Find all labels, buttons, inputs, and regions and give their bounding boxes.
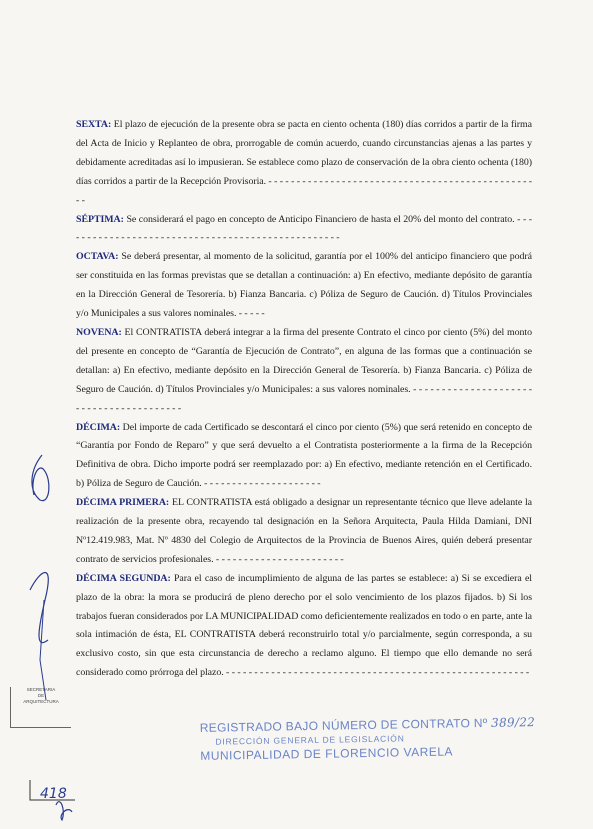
registration-stamp xyxy=(199,715,536,763)
clause-text: Se deberá presentar, al momento de la solicitud, garantía por el 100% del anticipo financiero que podrá ser constituida en las formas previstas que se detallan a continuación: a) En efectivo, mediante depósito de garantía en la Dirección General de Tesorería. b) Fianza Bancaria. c) Póliza de Seguro de Caución. d) Títulos Provinciales y/o Municipales a sus valores nominales. - - - - - xyxy=(76,251,532,320)
clause-decima xyxy=(76,419,532,495)
clause-title: SEXTA: xyxy=(76,119,112,130)
clause-novena xyxy=(76,324,532,419)
side-stamp-line3: ARQUITECTURA xyxy=(23,699,59,704)
clause-septima xyxy=(76,211,532,249)
clause-text: El CONTRATISTA deberá integrar a la firma del presente Contrato el cinco por ciento (5%) del monto del presente en concepto de “Garantía de Ejecución de Contrato”, en alguna de las formas que a continuación se detallan: a) En efectivo, mediante depósito en la Dirección General de Tesorería. b) Fianza Bancaria. c) Póliza de Seguro de Caución. d) Títulos Provinciales y/o Municipales: a sus valores nominales. - - - - - - - - - - - - - - - - - - - - - - - - - - - - - - - - - - - - - - - - xyxy=(76,326,532,414)
stamp-registered-label: REGISTRADO BAJO NÚMERO DE CONTRATO Nº xyxy=(199,715,488,735)
clause-title: NOVENA: xyxy=(76,326,122,338)
clause-text: EL CONTRATISTA está obligado a designar un representante técnico que lleve adelante la realización de la presente obra, recayendo tal designación en la Señora Arquitecta, Paula Hilda Damiani, DNI Nº12.419.983, Mat. Nº 4830 del Colegio de Arquitectos de la Provincia de Buenos Aires, quién deberá presentar contrato de servicios profesionales. - - - - - - - - - - - - - - - - - - - - - - - xyxy=(76,497,532,565)
stamp-line1 xyxy=(199,715,536,735)
clause-title: DÉCIMA SEGUNDA: xyxy=(76,572,171,584)
clause-text: El plazo de ejecución de la presente obra se pacta en ciento ochenta (180) días corridos a partir de la firma del Acta de Inicio y Replanteo de obra, prorrogable de común acuerdo, cuando circunstancias ajenas a las partes y debidamente acreditadas así lo impusieran. Se establece como plazo de conservación de la obra ciento ochenta (180) días corridos a partir de la Recepción Provisoria. - - - - - - - - - - - - - - - - - - - - - - - - - - - - - - - - - - - - - - - - - - - - - - - - - xyxy=(76,119,532,206)
stamp-contract-number: 389/22 xyxy=(490,715,536,730)
clause-decima-segunda xyxy=(76,570,532,683)
folio-number: 418 xyxy=(40,786,67,802)
side-stamp-line2: DE xyxy=(37,693,45,698)
clause-title: SÉPTIMA: xyxy=(76,213,124,225)
clause-title: DÉCIMA PRIMERA: xyxy=(76,497,170,509)
clause-title: OCTAVA: xyxy=(76,251,119,263)
stamp-line3: MUNICIPALIDAD DE FLORENCIO VARELA xyxy=(200,744,454,763)
clause-text: Se considerará el pago en concepto de Anticipo Financiero de hasta el 20% del monto del contrato. - - - - - - - - - - - - - - - - - - - - - - - - - - - - - - - - - - - - - - - - - - - - - - - - - - xyxy=(76,213,532,244)
clause-sexta xyxy=(76,116,532,211)
clause-title: DÉCIMA: xyxy=(76,421,121,433)
clause-text: Del importe de cada Certificado se descontará el cinco por ciento (5%) que será retenido en concepto de “Garantía por Fondo de Reparo” y que será devuelto a el Contratista posteriormente a la firma de la Recepción Definitiva de obra. Dicho importe podrá ser reemplazado por: a) En efectivo, mediante retención en el Certificado. b) Póliza de Seguro de Caución. - - - - - - - - - - - - - - - - - - - - - xyxy=(76,421,532,490)
side-stamp xyxy=(10,687,71,728)
stamp-line2: DIRECCIÓN GENERAL DE LEGISLACIÓN xyxy=(215,733,405,747)
side-stamp-line1: SECRETARIA xyxy=(26,687,56,692)
clause-text: Para el caso de incumplimiento de alguna de las partes se establece: a) Si se excediera el plazo de la obra: la mora se producirá de pleno derecho por el solo vencimiento de los plazos fijados. b) Si los trabajos fueran considerados por LA MUNICIPALIDAD como deficientemente realizados en todo o en parte, ante la sola intimación de ésta, EL CONTRATISTA deberá reconstruirlo total y/o parcialmente, según corresponda, a su exclusivo costo, sin que esta circunstancia de derecho a reclamo alguno. El tiempo que ello demande no será considerado como prórroga del plazo. - - - - - - - - - - - - - - - - - - - - - - - - - - - - - - - - - - - - - - - - - - - - - - - - - - - - - - xyxy=(76,572,532,679)
clause-octava xyxy=(76,248,532,324)
contract-body xyxy=(76,116,532,683)
clause-decima-primera xyxy=(76,494,532,570)
